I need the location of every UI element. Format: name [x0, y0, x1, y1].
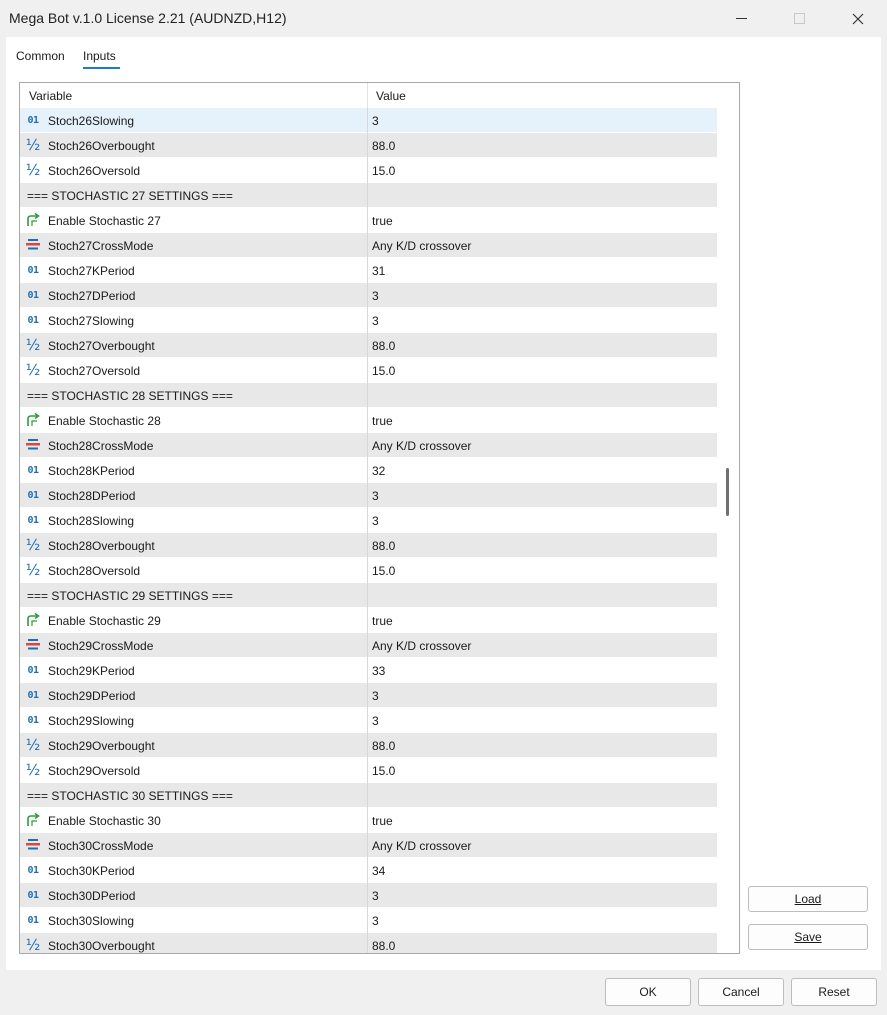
cell-separator: [367, 483, 368, 508]
maximize-button: [776, 0, 822, 37]
double-icon: ½: [25, 561, 41, 579]
cell-separator: [367, 383, 368, 408]
row-value[interactable]: 32: [372, 464, 386, 478]
row-variable-name: Stoch30DPeriod: [48, 889, 136, 903]
double-icon: ½: [25, 336, 41, 354]
integer-icon: 01: [27, 689, 39, 701]
row-value[interactable]: 15.0: [372, 164, 396, 178]
close-icon: [852, 13, 864, 25]
row-variable-name: Stoch29DPeriod: [48, 689, 136, 703]
boolean-arrow-icon: [25, 813, 41, 827]
grid-rows: [20, 108, 717, 954]
table-row[interactable]: [20, 933, 717, 954]
row-variable-name: Stoch29KPeriod: [48, 664, 135, 678]
row-variable-name: === STOCHASTIC 29 SETTINGS ===: [27, 589, 233, 603]
enum-list-icon: [25, 438, 41, 452]
table-row[interactable]: [20, 683, 717, 708]
cell-separator: [367, 233, 368, 258]
row-value[interactable]: 88.0: [372, 539, 396, 553]
cell-separator: [367, 333, 368, 358]
cell-separator: [367, 908, 368, 933]
table-row[interactable]: [20, 408, 717, 433]
cell-separator: [367, 608, 368, 633]
row-value[interactable]: true: [372, 414, 393, 428]
cell-separator: [367, 683, 368, 708]
tab-common[interactable]: Common: [16, 49, 65, 63]
reset-button[interactable]: Reset: [791, 978, 877, 1006]
integer-icon: 01: [27, 514, 39, 526]
section-header-row[interactable]: [20, 383, 717, 408]
table-row[interactable]: [20, 233, 717, 258]
integer-icon: 01: [27, 864, 39, 876]
row-value[interactable]: 3: [372, 889, 379, 903]
enum-list-icon: [25, 638, 41, 652]
table-row[interactable]: [20, 258, 717, 283]
integer-icon: 01: [27, 714, 39, 726]
table-row[interactable]: [20, 433, 717, 458]
row-variable-name: === STOCHASTIC 30 SETTINGS ===: [27, 789, 233, 803]
inputs-grid[interactable]: [19, 82, 740, 954]
row-value[interactable]: true: [372, 814, 393, 828]
scrollbar-thumb[interactable]: [726, 468, 729, 516]
row-value[interactable]: 33: [372, 664, 386, 678]
table-row[interactable]: [20, 833, 717, 858]
integer-icon: 01: [27, 289, 39, 301]
table-row[interactable]: [20, 908, 717, 933]
title-bar: [0, 0, 887, 37]
row-value[interactable]: 3: [372, 689, 379, 703]
row-value[interactable]: 31: [372, 264, 386, 278]
row-variable-name: Stoch26Overbought: [48, 139, 155, 153]
row-variable-name: Enable Stochastic 28: [48, 414, 161, 428]
cell-separator: [367, 358, 368, 383]
load-button[interactable]: [748, 886, 868, 912]
active-tab-indicator: [83, 67, 120, 69]
row-value[interactable]: 3: [372, 489, 379, 503]
row-value[interactable]: 3: [372, 514, 379, 528]
double-icon: ½: [25, 761, 41, 779]
section-header-row[interactable]: [20, 783, 717, 808]
cell-separator: [367, 933, 368, 954]
cell-separator: [367, 883, 368, 908]
row-variable-name: === STOCHASTIC 27 SETTINGS ===: [27, 189, 233, 203]
integer-icon: 01: [27, 114, 39, 126]
row-variable-name: Enable Stochastic 27: [48, 214, 161, 228]
cell-separator: [367, 408, 368, 433]
table-row[interactable]: [20, 308, 717, 333]
row-variable-name: Stoch27Overbought: [48, 339, 155, 353]
row-value[interactable]: 3: [372, 114, 379, 128]
section-header-row[interactable]: [20, 583, 717, 608]
save-button[interactable]: [748, 924, 868, 950]
table-row[interactable]: [20, 633, 717, 658]
row-variable-name: Stoch27DPeriod: [48, 289, 136, 303]
cell-separator: [367, 208, 368, 233]
row-value[interactable]: 3: [372, 314, 379, 328]
double-icon: ½: [25, 736, 41, 754]
cell-separator: [367, 833, 368, 858]
minimize-button[interactable]: [718, 0, 764, 37]
row-variable-name: Stoch28DPeriod: [48, 489, 136, 503]
cell-separator: [367, 458, 368, 483]
cell-separator: [367, 433, 368, 458]
cell-separator: [367, 733, 368, 758]
table-row[interactable]: [20, 208, 717, 233]
close-button[interactable]: [835, 0, 881, 37]
ok-button[interactable]: OK: [605, 978, 691, 1006]
table-row[interactable]: [20, 283, 717, 308]
double-icon: ½: [25, 361, 41, 379]
row-variable-name: Stoch29CrossMode: [48, 639, 154, 653]
row-variable-name: Stoch27CrossMode: [48, 239, 154, 253]
column-header-value[interactable]: Value: [376, 89, 406, 103]
cell-separator: [367, 758, 368, 783]
enum-list-icon: [25, 238, 41, 252]
table-row[interactable]: [20, 158, 717, 183]
row-variable-name: Stoch27Oversold: [48, 364, 141, 378]
row-variable-name: Stoch28Overbought: [48, 539, 155, 553]
row-value[interactable]: 3: [372, 914, 379, 928]
cancel-button[interactable]: Cancel: [698, 978, 784, 1006]
row-value[interactable]: 15.0: [372, 564, 396, 578]
maximize-icon: [794, 13, 805, 24]
cell-separator: [367, 258, 368, 283]
boolean-arrow-icon: [25, 213, 41, 227]
minimize-icon: [736, 18, 747, 19]
table-row[interactable]: [20, 708, 717, 733]
row-variable-name: Stoch26Oversold: [48, 164, 141, 178]
row-value[interactable]: 88.0: [372, 339, 396, 353]
cell-separator: [367, 183, 368, 208]
row-value[interactable]: 3: [372, 714, 379, 728]
integer-icon: 01: [27, 264, 39, 276]
content-panel: [6, 37, 881, 970]
double-icon: ½: [25, 161, 41, 179]
row-value[interactable]: Any K/D crossover: [372, 639, 472, 653]
table-row[interactable]: [20, 133, 717, 158]
row-variable-name: Stoch28KPeriod: [48, 464, 135, 478]
row-value[interactable]: 88.0: [372, 739, 396, 753]
cell-separator: [367, 108, 368, 133]
cell-separator: [367, 558, 368, 583]
tab-inputs[interactable]: Inputs: [83, 49, 116, 63]
cell-separator: [367, 308, 368, 333]
integer-icon: 01: [27, 914, 39, 926]
row-variable-name: Stoch26Slowing: [48, 114, 135, 128]
table-row[interactable]: [20, 483, 717, 508]
enum-list-icon: [25, 838, 41, 852]
cell-separator: [367, 133, 368, 158]
section-header-row[interactable]: [20, 183, 717, 208]
cell-separator: [367, 858, 368, 883]
table-row[interactable]: [20, 883, 717, 908]
row-variable-name: Stoch29Oversold: [48, 764, 141, 778]
row-value[interactable]: 34: [372, 864, 386, 878]
cell-separator: [367, 783, 368, 808]
double-icon: ½: [25, 136, 41, 154]
row-variable-name: Stoch30KPeriod: [48, 864, 135, 878]
row-variable-name: Stoch27KPeriod: [48, 264, 135, 278]
row-variable-name: Stoch27Slowing: [48, 314, 135, 328]
table-row[interactable]: [20, 858, 717, 883]
column-separator: [367, 83, 368, 108]
table-row[interactable]: [20, 608, 717, 633]
table-row[interactable]: [20, 508, 717, 533]
row-value[interactable]: 88.0: [372, 939, 396, 953]
boolean-arrow-icon: [25, 613, 41, 627]
row-value[interactable]: Any K/D crossover: [372, 239, 472, 253]
row-value[interactable]: Any K/D crossover: [372, 839, 472, 853]
row-variable-name: Stoch30CrossMode: [48, 839, 154, 853]
row-value[interactable]: 88.0: [372, 139, 396, 153]
row-variable-name: Stoch30Overbought: [48, 939, 155, 953]
integer-icon: 01: [27, 464, 39, 476]
save-button-label: Save: [794, 930, 822, 944]
double-icon: ½: [25, 536, 41, 554]
table-row[interactable]: [20, 333, 717, 358]
row-value[interactable]: 15.0: [372, 764, 396, 778]
cell-separator: [367, 283, 368, 308]
integer-icon: 01: [27, 314, 39, 326]
row-variable-name: Stoch30Slowing: [48, 914, 135, 928]
table-row[interactable]: [20, 558, 717, 583]
double-icon: ½: [25, 936, 41, 954]
vertical-scrollbar[interactable]: [717, 83, 739, 953]
window-title: Mega Bot v.1.0 License 2.21 (AUDNZD,H12): [9, 10, 287, 26]
table-row[interactable]: [20, 808, 717, 833]
cell-separator: [367, 633, 368, 658]
cell-separator: [367, 583, 368, 608]
cell-separator: [367, 533, 368, 558]
row-value[interactable]: 3: [372, 289, 379, 303]
table-row[interactable]: [20, 358, 717, 383]
cell-separator: [367, 508, 368, 533]
integer-icon: 01: [27, 664, 39, 676]
row-variable-name: Enable Stochastic 29: [48, 614, 161, 628]
table-row[interactable]: [20, 458, 717, 483]
row-variable-name: Stoch28CrossMode: [48, 439, 154, 453]
row-value[interactable]: true: [372, 614, 393, 628]
integer-icon: 01: [27, 489, 39, 501]
row-variable-name: Stoch29Overbought: [48, 739, 155, 753]
row-variable-name: === STOCHASTIC 28 SETTINGS ===: [27, 389, 233, 403]
table-row[interactable]: [20, 108, 717, 133]
boolean-arrow-icon: [25, 413, 41, 427]
load-button-label: Load: [794, 892, 822, 906]
cell-separator: [367, 658, 368, 683]
row-variable-name: Enable Stochastic 30: [48, 814, 161, 828]
grid-header: [20, 83, 717, 108]
row-variable-name: Stoch28Slowing: [48, 514, 135, 528]
table-row[interactable]: [20, 758, 717, 783]
integer-icon: 01: [27, 889, 39, 901]
row-value[interactable]: true: [372, 214, 393, 228]
table-row[interactable]: [20, 658, 717, 683]
row-value[interactable]: 15.0: [372, 364, 396, 378]
table-row[interactable]: [20, 733, 717, 758]
cell-separator: [367, 708, 368, 733]
row-variable-name: Stoch28Oversold: [48, 564, 141, 578]
cell-separator: [367, 808, 368, 833]
cell-separator: [367, 158, 368, 183]
column-header-variable[interactable]: Variable: [29, 89, 73, 103]
table-row[interactable]: [20, 533, 717, 558]
row-variable-name: Stoch29Slowing: [48, 714, 135, 728]
row-value[interactable]: Any K/D crossover: [372, 439, 472, 453]
